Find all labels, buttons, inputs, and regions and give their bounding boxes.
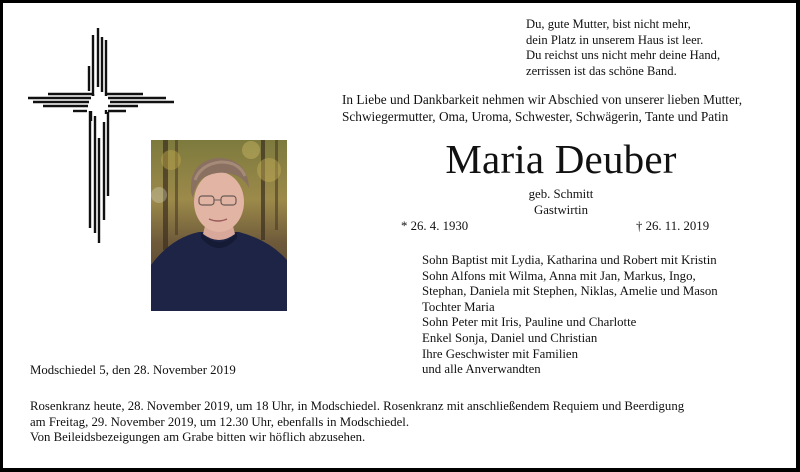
mourner-line: Sohn Alfons mit Wilma, Anna mit Jan, Markus, Ingo, xyxy=(422,268,696,283)
intro-text xyxy=(342,92,742,125)
deceased-name: Maria Deuber xyxy=(445,136,677,182)
mourner-line: Ihre Geschwister mit Familien xyxy=(422,346,579,361)
mourner-line: Tochter Maria xyxy=(422,299,495,314)
mourners-list xyxy=(422,253,718,378)
poem-line: Du reichst uns nicht mehr deine Hand, xyxy=(526,48,721,63)
mourner-line: Stephan, Daniela mit Stephen, Niklas, Amelie und Mason xyxy=(422,284,718,299)
poem xyxy=(526,17,720,79)
poem-line: dein Platz in unserem Haus ist leer. xyxy=(526,32,704,47)
birth-date: * 26. 4. 1930 xyxy=(401,219,469,233)
mourner-line: Sohn Peter mit Iris, Pauline und Charlotte xyxy=(422,315,637,330)
service-info xyxy=(30,399,684,446)
mourner-line: und alle Anverwandten xyxy=(422,362,541,377)
place-and-date: Modschiedel 5, den 28. November 2019 xyxy=(30,363,236,377)
poem-line: Du, gute Mutter, bist nicht mehr, xyxy=(526,17,691,31)
intro-line: In Liebe und Dankbarkeit nehmen wir Abschied von unserer lieben Mutter, xyxy=(342,92,743,107)
intro-line: Schwiegermutter, Oma, Uroma, Schwester, Schwägerin, Tante und Patin xyxy=(342,108,729,124)
occupation: Gastwirtin xyxy=(533,202,589,217)
poem-line: zerrissen ist das schöne Band. xyxy=(526,63,677,78)
service-line: Von Beileidsbezeigungen am Grabe bitten wir höflich abzusehen. xyxy=(30,430,366,445)
service-line: am Freitag, 29. November 2019, um 12.30 Uhr, ebenfalls in Modschiedel. xyxy=(30,414,410,429)
mourner-line: Enkel Sonja, Daniel und Christian xyxy=(422,330,598,345)
portrait-photo xyxy=(151,140,287,311)
maiden-name: geb. Schmitt xyxy=(528,187,594,201)
deceased-details xyxy=(383,187,739,218)
service-line: Rosenkranz heute, 28. November 2019, um 18 Uhr, in Modschiedel. Rosenkranz mit anschließendem Requiem und Beerdigung xyxy=(30,399,685,413)
death-date: † 26. 11. 2019 xyxy=(636,219,710,233)
mourner-line: Sohn Baptist mit Lydia, Katharina und Robert mit Kristin xyxy=(422,253,717,267)
